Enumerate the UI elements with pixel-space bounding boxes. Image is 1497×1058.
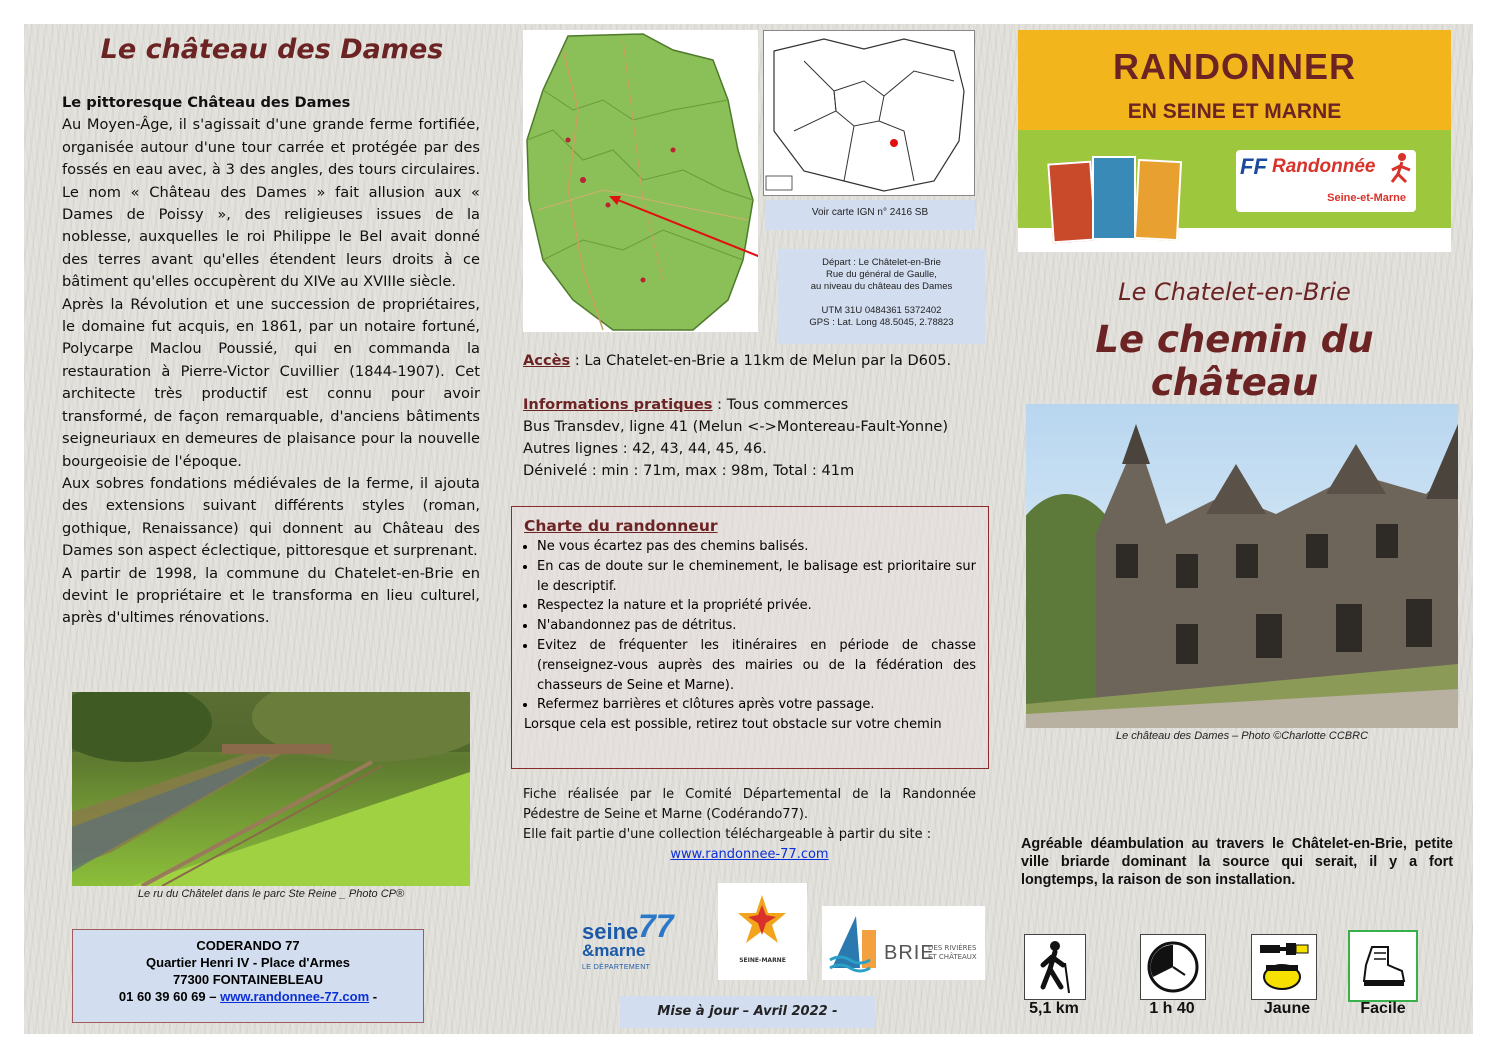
region-map bbox=[763, 30, 975, 196]
charter-list bbox=[524, 537, 976, 715]
address-org: CODERANDO 77 bbox=[196, 938, 300, 953]
history-subheading: Le pittoresque Château des Dames bbox=[62, 94, 351, 111]
access-text: : La Chatelet-en-Brie a 11km de Melun par la D605. bbox=[570, 352, 952, 369]
ign-map-note: Voir carte IGN n° 2416 SB bbox=[765, 200, 975, 230]
trail-description: Agréable déambulation au travers le Châtelet-en-Brie, petite ville briarde dominant la source qui serait, il y a fort longtemps, la raison de son installation. bbox=[1021, 836, 1453, 888]
stream-photo bbox=[72, 692, 470, 886]
address-tail: - bbox=[372, 989, 378, 1004]
address-phone: 01 60 39 60 69 – bbox=[118, 989, 217, 1004]
charter-item: • Respectez la nature et la propriété privée. bbox=[537, 596, 976, 616]
charter-closing: Lorsque cela est possible, retirez tout obstacle sur votre chemin bbox=[524, 717, 942, 733]
town-name: Le Chatelet-en-Brie bbox=[1118, 278, 1351, 306]
distance-badge bbox=[1024, 934, 1086, 1000]
chateau-photo bbox=[1026, 404, 1458, 728]
distance-value: 5,1 km bbox=[1029, 1000, 1079, 1017]
start-street: Rue du général de Gaulle, bbox=[826, 269, 937, 280]
paint-brush-icon bbox=[1256, 939, 1312, 995]
star-logo-icon bbox=[718, 883, 807, 953]
practical-info-lines: Autres lignes : 42, 43, 44, 45, 46. bbox=[523, 440, 767, 457]
access-label: Accès bbox=[523, 352, 571, 369]
history-text bbox=[62, 92, 480, 630]
start-landmark: au niveau du château des Dames bbox=[810, 281, 953, 292]
charter-item: • Refermez barrières et clôtures après votre passage. bbox=[537, 695, 976, 715]
logo-brie-word: BRIE bbox=[884, 942, 935, 964]
logo-rivieres-word: DES RIVIÈRES bbox=[928, 944, 977, 952]
history-paragraph: Au Moyen-Âge, il s'agissait d'une grande ferme fortifiée, organisée autour d'une tour carrée et protégée par des fossés en eau avec, à 3 des angles, des tours circulaires. Le nom « Château des Dames » fait allusion aux « Dames de Poissy », des religieuses issues de la noblesse, auxquelles le roi Philippe le Bel avait donné des terres avant qu'elles étendent leurs droits à ce bâtiment qu'elles occupèrent du XIVe au XVIIIe siècle. bbox=[62, 116, 480, 291]
duration-value: 1 h 40 bbox=[1149, 1000, 1195, 1017]
credits-website-link[interactable]: www.randonnee-77.com bbox=[670, 847, 829, 862]
start-utm: UTM 31U 0484361 5372402 bbox=[821, 305, 942, 316]
hiker-charter-box bbox=[511, 506, 989, 769]
marking-badge bbox=[1251, 934, 1317, 1000]
logo-marne-word: &marne bbox=[582, 941, 646, 960]
logo-tourism bbox=[718, 883, 807, 980]
duration-badge bbox=[1140, 934, 1206, 1000]
chateau-photo-caption: Le château des Dames – Photo ©Charlotte CCBRC bbox=[1115, 730, 1369, 742]
logo-seine-word: seine bbox=[582, 919, 639, 944]
address-website-link[interactable]: www.randonnee-77.com bbox=[220, 989, 370, 1004]
history-paragraph: Aux sobres fondations médiévales de la ferme, il ajouta des extensions suivant différents styles (roman, gothique, Renaissance) qui donnent au Château des Dames son aspect éclectique, pittoresque et surprenant. bbox=[62, 474, 480, 560]
history-paragraph: A partir de 1998, la commune du Chatelet-en-Brie en devint le propriétaire et le transforma en lieu culturel, après d'ultimes rénovations. bbox=[62, 564, 480, 627]
charter-item: • N'abandonnez pas de détritus. bbox=[537, 616, 976, 636]
update-banner: Mise à jour – Avril 2022 - bbox=[620, 996, 875, 1028]
banner-subtitle: EN SEINE ET MARNE bbox=[1127, 100, 1342, 123]
logo-77-number: 77 bbox=[638, 908, 674, 944]
location-marker bbox=[890, 139, 898, 147]
ffrandonnee-logo bbox=[1236, 150, 1416, 212]
practical-info-bus: Bus Transdev, ligne 41 (Melun <->Montereau-Fault-Yonne) bbox=[523, 418, 949, 435]
charter-item: • Evitez de fréquenter les itinéraires en période de chasse (renseignez-vous auprès des mairies ou de la fédération des chasseurs de Seine et Marne). bbox=[537, 636, 976, 695]
ffr-letters: FF bbox=[1240, 154, 1267, 179]
logo-chateaux-word: ET CHÂTEAUX bbox=[928, 953, 977, 961]
stream-photo-caption: Le ru du Châtelet dans le parc Ste Reine _ Photo CP® bbox=[137, 888, 405, 900]
ffr-walker-icon bbox=[1388, 152, 1414, 192]
logo-departement-word: LE DÉPARTEMENT bbox=[582, 964, 651, 971]
logo-tourism-text: SEINE-MARNE bbox=[739, 957, 786, 964]
access-line bbox=[523, 350, 983, 372]
practical-info-elevation: Dénivelé : min : 71m, max : 98m, Total : 41m bbox=[523, 462, 855, 479]
marking-value: Jaune bbox=[1263, 1000, 1311, 1017]
address-street: Quartier Henri IV - Place d'Armes bbox=[146, 955, 350, 970]
credits-line: Fiche réalisée par le Comité Départemental de la Randonnée Pédestre de Seine et Marne (Codérando77). bbox=[523, 787, 976, 822]
guide-booklets-image bbox=[1050, 148, 1180, 240]
boot-icon bbox=[1358, 941, 1408, 991]
start-info-box bbox=[778, 249, 985, 344]
address-box bbox=[72, 929, 424, 1023]
credits-text bbox=[523, 785, 976, 865]
banner-title: RANDONNER bbox=[1113, 46, 1356, 87]
header-banner bbox=[1018, 30, 1451, 252]
ffr-tagline: Seine-et-Marne bbox=[1327, 192, 1406, 204]
address-contact bbox=[73, 988, 423, 1005]
ffr-word: Randonnée bbox=[1272, 156, 1376, 177]
practical-info-shops: : Tous commerces bbox=[712, 396, 849, 413]
difficulty-badge bbox=[1348, 930, 1418, 1002]
hiker-icon bbox=[1035, 939, 1075, 995]
left-title: Le château des Dames bbox=[100, 34, 444, 65]
credits-line: Elle fait partie d'une collection téléchargeable à partir du site : bbox=[523, 827, 932, 842]
address-city: 77300 FONTAINEBLEAU bbox=[172, 972, 323, 987]
department-map bbox=[523, 30, 758, 332]
clock-icon bbox=[1145, 939, 1201, 995]
start-gps: GPS : Lat. Long 48.5045, 2.78823 bbox=[809, 317, 954, 328]
logo-brie-rivieres bbox=[822, 906, 985, 980]
start-location: Départ : Le Châtelet-en-Brie bbox=[822, 257, 941, 268]
trail-title: Le chemin du château bbox=[1095, 318, 1374, 404]
history-paragraph: Après la Révolution et une succession de propriétaires, le domaine fut acquis, en 1861, par un notaire fortuné, Polycarpe Maclou Poussié, qui en commanda la restauration à Pierre-Victor Cuvillier (1844-1907). Cet architecte très productif est connu pour avoir transformé, de façon remarquable, d'anciens bâtiments seigneuriaux en demeures de plaisance pour la nouvelle bourgeoisie de l'époque. bbox=[62, 295, 480, 470]
charter-item: • Ne vous écartez pas des chemins balisés. bbox=[537, 537, 976, 557]
practical-info bbox=[523, 394, 983, 482]
practical-info-label: Informations pratiques bbox=[523, 396, 713, 413]
difficulty-value: Facile bbox=[1360, 1000, 1406, 1017]
castle-logo-icon bbox=[826, 908, 886, 978]
logo-seine-et-marne bbox=[578, 908, 680, 980]
charter-item: • En cas de doute sur le cheminement, le balisage est prioritaire sur le descriptif. bbox=[537, 557, 976, 597]
charter-title: Charte du randonneur bbox=[524, 517, 718, 535]
